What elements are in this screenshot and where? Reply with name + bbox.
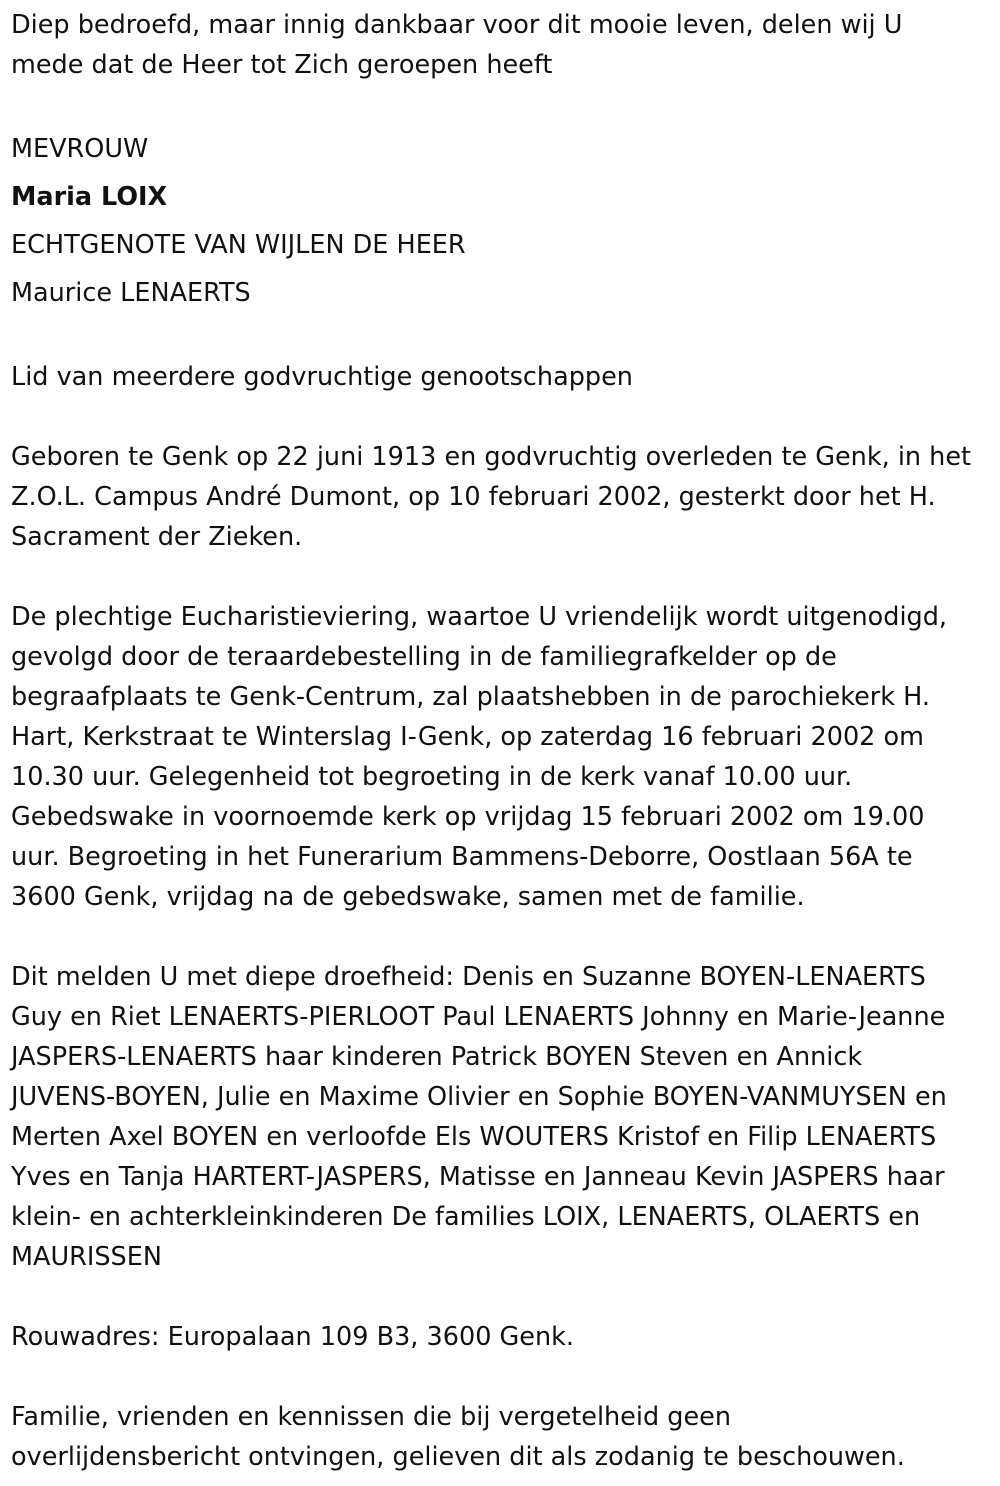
deceased-name: Maria LOIX <box>11 182 168 212</box>
family-line: JUVENS-BOYEN, Julie en Maxime Olivier en Sophie BOYEN-VANMUYSEN en <box>11 1082 947 1112</box>
ceremony-line: De plechtige Eucharistieviering, waartoe U vriendelijk wordt uitgenodigd, <box>11 602 948 632</box>
birth-line: Sacrament der Zieken. <box>11 522 303 552</box>
family-line: Dit melden U met diepe droefheid: Denis en Suzanne BOYEN-LENAERTS <box>11 962 926 992</box>
ceremony-line: Gebedswake in voornoemde kerk op vrijdag 15 februari 2002 om 19.00 <box>11 802 925 832</box>
ceremony-line: 3600 Genk, vrijdag na de gebedswake, samen met de familie. <box>11 882 805 912</box>
birth-line: Geboren te Genk op 22 juni 1913 en godvruchtig overleden te Genk, in het <box>11 442 972 472</box>
closing-line: Familie, vrienden en kennissen die bij vergetelheid geen <box>11 1402 731 1432</box>
family-line: MAURISSEN <box>11 1242 162 1272</box>
spouse-name: Maurice LENAERTS <box>11 278 251 308</box>
birth-line: Z.O.L. Campus André Dumont, op 10 februari 2002, gesterkt door het H. <box>11 482 936 512</box>
closing-line: overlijdensbericht ontvingen, gelieven dit als zodanig te beschouwen. <box>11 1442 905 1472</box>
ceremony-paragraph <box>11 597 990 917</box>
closing-paragraph <box>11 1397 990 1477</box>
family-line: Yves en Tanja HARTERT-JASPERS, Matisse en Janneau Kevin JASPERS haar <box>11 1162 945 1192</box>
family-line: JASPERS-LENAERTS haar kinderen Patrick BOYEN Steven en Annick <box>11 1042 863 1072</box>
ceremony-line: begraafplaats te Genk-Centrum, zal plaatshebben in de parochiekerk H. <box>11 682 930 712</box>
family-line: Guy en Riet LENAERTS-PIERLOOT Paul LENAERTS Johnny en Marie-Jeanne <box>11 1002 946 1032</box>
honorific-title: MEVROUW <box>11 134 149 164</box>
intro-line: Diep bedroefd, maar innig dankbaar voor dit mooie leven, delen wij U <box>11 10 903 40</box>
ceremony-line: gevolgd door de teraardebestelling in de familiegrafkelder op de <box>11 642 837 672</box>
family-paragraph <box>11 957 990 1277</box>
intro-paragraph <box>11 5 990 85</box>
ceremony-line: Hart, Kerkstraat te Winterslag I-Genk, op zaterdag 16 februari 2002 om <box>11 722 924 752</box>
ceremony-line: 10.30 uur. Gelegenheid tot begroeting in de kerk vanaf 10.00 uur. <box>11 762 853 792</box>
spouse-label: ECHTGENOTE VAN WIJLEN DE HEER <box>11 230 466 260</box>
ceremony-line: uur. Begroeting in het Funerarium Bammens-Deborre, Oostlaan 56A te <box>11 842 913 872</box>
family-line: klein- en achterkleinkinderen De families LOIX, LENAERTS, OLAERTS en <box>11 1202 921 1232</box>
mourning-address: Rouwadres: Europalaan 109 B3, 3600 Genk. <box>11 1322 575 1352</box>
family-line: Merten Axel BOYEN en verloofde Els WOUTERS Kristof en Filip LENAERTS <box>11 1122 937 1152</box>
intro-line: mede dat de Heer tot Zich geroepen heeft <box>11 50 553 80</box>
membership-text: Lid van meerdere godvruchtige genootschappen <box>11 362 633 392</box>
birth-death-paragraph <box>11 437 990 557</box>
